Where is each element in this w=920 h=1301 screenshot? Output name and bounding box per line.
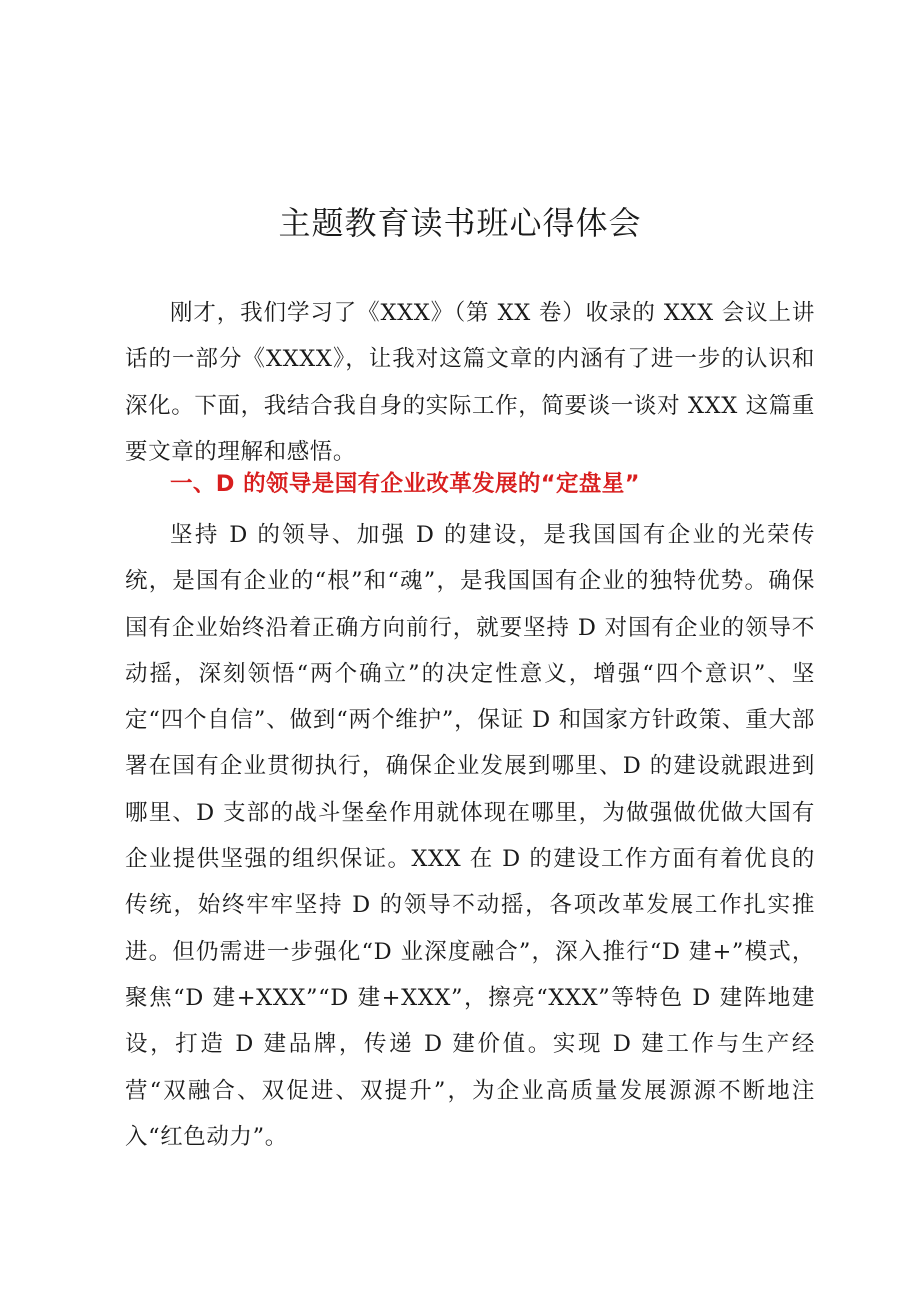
section-paragraph: 坚持 D 的领导、加强 D 的建设，是我国国有企业的光荣传统，是国有企业的“根”和“魂”，是我国国有企业的独特优势。确保国有企业始终沿着正确方向前行，就要坚持 D 对国有企业的领导不动摇，深刻领悟“两个确立”的决定性意义，增强“四个意识”、坚定“四个自信”、做到“两个维护”，保证 D 和国家方针政策、重大部署在国有企业贯彻执行，确保企业发展到哪里、D 的建设就跟进到哪里、D 支部的战斗堡垒作用就体现在哪里，为做强做优做大国有企业提供坚强的组织保证。XXX 在 D 的建设工作方面有着优良的传统，始终牢牢坚持 D 的领导不动摇，各项改革发展工作扎实推进。但仍需进一步强化“D 业深度融合”，深入推行“D 建+”模式，聚焦“D 建+XXX”“D 建+XXX”，擦亮“XXX”等特色 D 建阵地建设，打造 D 建品牌，传递 D 建价值。实现 D 建工作与生产经营“双融合、双促进、双提升”，为企业高质量发展源源不断地注入“红色动力”。 bbox=[125, 522, 815, 1150]
document-title: 主题教育读书班心得体会 bbox=[278, 204, 642, 242]
section-heading: 一、D 的领导是国有企业改革发展的“定盘星” bbox=[170, 471, 640, 497]
intro-paragraph: 刚才，我们学习了《XXX》（第 XX 卷）收录的 XXX 会议上讲话的一部分《XXXX》，让我对这篇文章的内涵有了进一步的认识和深化。下面，我结合我自身的实际工作，简要谈一谈对 XXX 这篇重要文章的理解和感悟。 bbox=[125, 300, 815, 465]
